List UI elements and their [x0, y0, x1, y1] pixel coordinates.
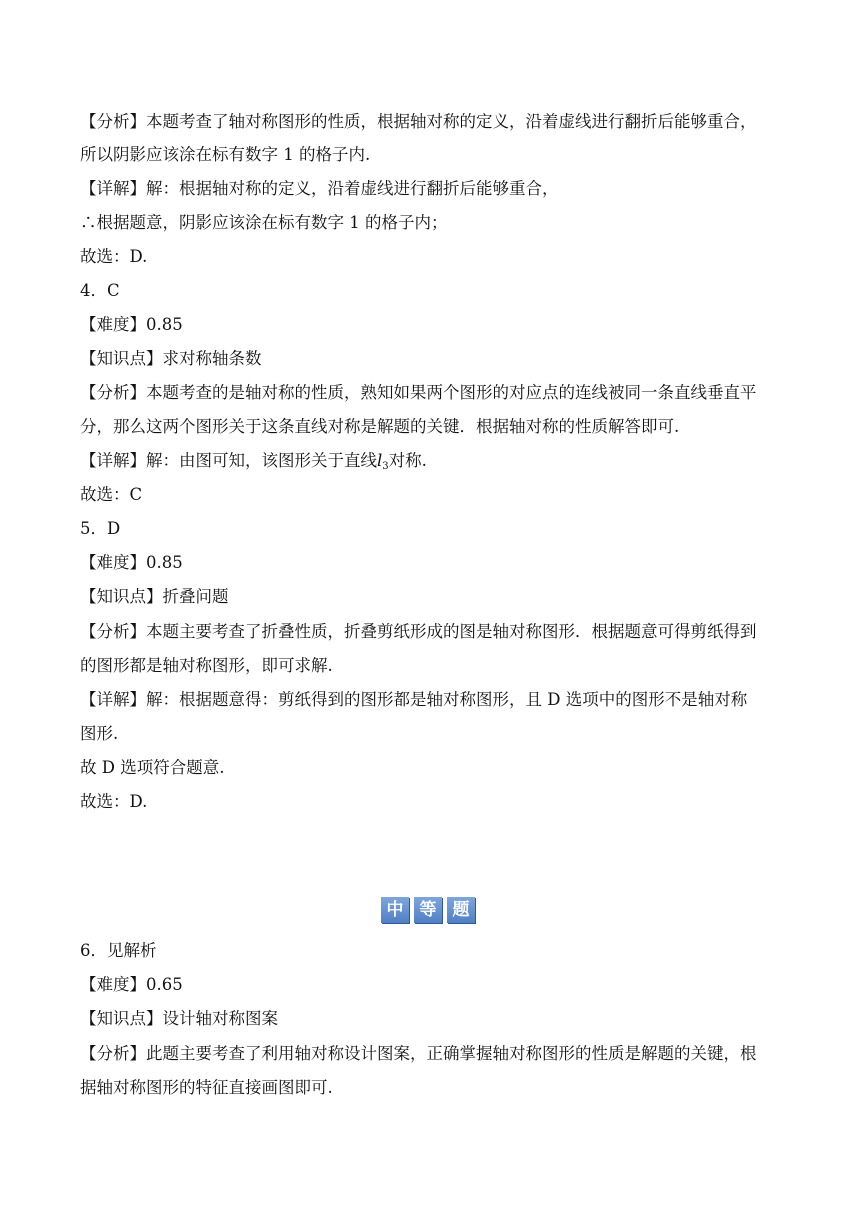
q6-analysis-line-2: 据轴对称图形的特征直接画图即可.: [80, 1078, 333, 1097]
q3-analysis-text-1: 本题考查了轴对称图形的性质，根据轴对称的定义，沿着虚线进行翻折后能够重合，: [146, 112, 757, 131]
knowledge-value: 求对称轴条数: [162, 349, 262, 368]
banner-char: 等: [414, 897, 442, 923]
q3-detail-line-1: [80, 178, 800, 200]
q5-answer: 故选：D.: [80, 792, 148, 811]
q3-analysis-line-2: 所以阴影应该涂在标有数字 1 的格子内.: [80, 145, 371, 164]
q4-knowledge: [80, 348, 800, 370]
q5-detail-text-1: 解：根据题意得：剪纸得到的图形都是轴对称图形，且 D 选项中的图形不是轴对称: [146, 690, 748, 709]
q5-analysis-line-2: 的图形都是轴对称图形，即可求解.: [80, 656, 333, 675]
q4-analysis-text-1: 本题考查的是轴对称的性质，熟知如果两个图形的对应点的连线被同一条直线垂直平: [146, 383, 757, 402]
difficulty-label: 【难度】: [80, 315, 146, 334]
q3-answer: 故选：D.: [80, 247, 148, 266]
q5-header: 5．D: [80, 519, 121, 538]
q3-detail-line-2: ∴根据题意，阴影应该涂在标有数字 1 的格子内；: [80, 213, 448, 232]
difficulty-value: 0.85: [146, 315, 183, 334]
knowledge-value: 设计轴对称图案: [162, 1009, 278, 1028]
q3-detail-text-1: 解：根据轴对称的定义，沿着虚线进行翻折后能够重合，: [146, 179, 559, 198]
analysis-label: 【分析】: [80, 112, 146, 131]
q5-knowledge: [80, 586, 800, 608]
detail-label: 【详解】: [80, 690, 146, 709]
q4-detail-post: 对称.: [388, 451, 427, 470]
q3-analysis-line-1: [80, 111, 800, 133]
q4-analysis-line-2: 分，那么这两个图形关于这条直线对称是解题的关键．根据轴对称的性质解答即可.: [80, 417, 680, 436]
q4-answer: 故选：C: [80, 485, 143, 504]
section-banner-medium: [381, 897, 475, 923]
banner-char: 中: [381, 897, 409, 923]
q4-detail: [80, 450, 800, 472]
q5-detail-line-3: 故 D 选项符合题意.: [80, 758, 225, 777]
q5-difficulty: [80, 552, 800, 574]
q5-analysis-line-1: [80, 621, 800, 643]
line-subscript: 3: [382, 461, 389, 472]
detail-label: 【详解】: [80, 179, 146, 198]
q4-difficulty: [80, 314, 800, 336]
q6-analysis-line-1: [80, 1043, 800, 1065]
q4-header: 4．C: [80, 281, 120, 300]
knowledge-label: 【知识点】: [80, 587, 163, 606]
difficulty-value: 0.65: [146, 975, 183, 994]
q6-header: 6．见解析: [80, 941, 157, 960]
analysis-label: 【分析】: [80, 1044, 146, 1063]
q5-detail-line-1: [80, 689, 800, 711]
analysis-label: 【分析】: [80, 622, 146, 641]
banner-char: 题: [447, 897, 475, 923]
q6-difficulty: [80, 974, 800, 996]
q5-analysis-text-1: 本题主要考查了折叠性质，折叠剪纸形成的图是轴对称图形．根据题意可得剪纸得到: [146, 622, 757, 641]
q6-knowledge: [80, 1008, 800, 1030]
difficulty-label: 【难度】: [80, 975, 146, 994]
difficulty-value: 0.85: [146, 553, 183, 572]
line-variable: l: [377, 451, 383, 470]
q4-analysis-line-1: [80, 382, 800, 404]
knowledge-value: 折叠问题: [162, 587, 229, 606]
q4-detail-pre: 解：由图可知，该图形关于直线: [146, 451, 377, 470]
q5-detail-line-2: 图形.: [80, 724, 119, 743]
analysis-label: 【分析】: [80, 383, 146, 402]
q6-analysis-text-1: 此题主要考查了利用轴对称设计图案，正确掌握轴对称图形的性质是解题的关键，根: [146, 1044, 757, 1063]
knowledge-label: 【知识点】: [80, 1009, 163, 1028]
detail-label: 【详解】: [80, 451, 146, 470]
knowledge-label: 【知识点】: [80, 349, 163, 368]
difficulty-label: 【难度】: [80, 553, 146, 572]
